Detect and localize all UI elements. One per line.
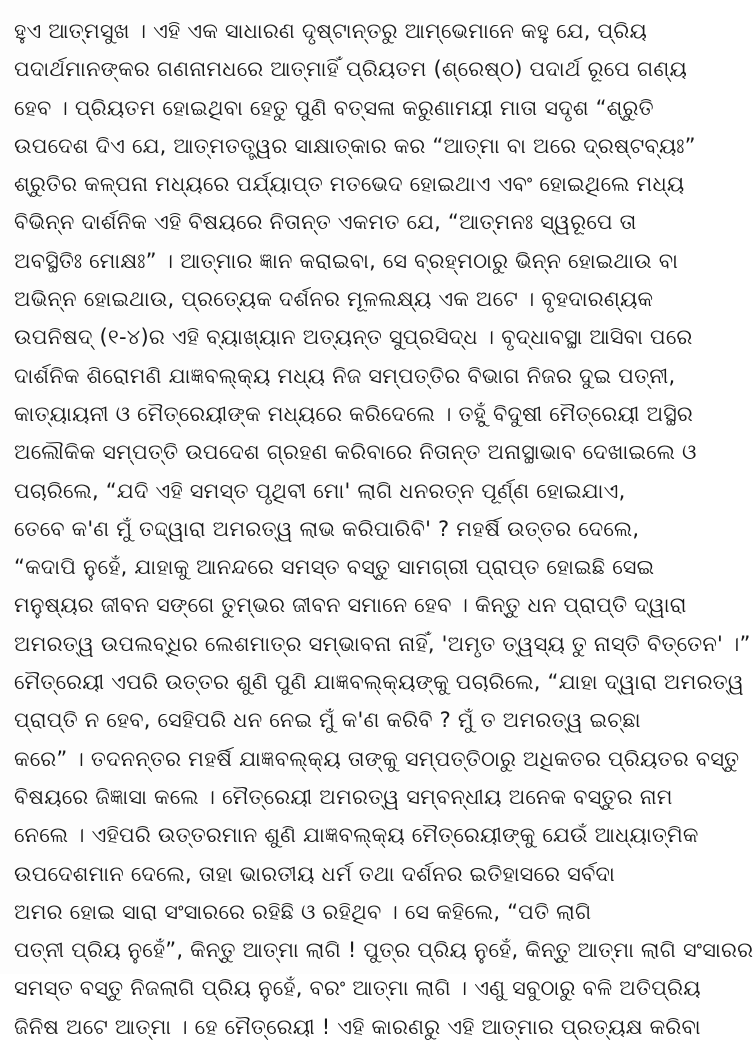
text-line: “କଦାପି ନୁହେଁ, ଯାହାକୁ ଆନନ୍ଦରେ ସମସ୍ତ ବସ୍ତୁ ସାମଗ୍ରୀ ପ୍ରାପ୍ତ ହୋଇଛି ସେଇ: [14, 555, 655, 580]
text-line: ତେବେ କ'ଣ ମୁଁ ତଦ୍ଦ୍ୱାରା ଅମରତ୍ୱ ଲାଭ କରିପାରିବି' ? ମହର୍ଷି ଉତ୍ତର ଦେଲେ,: [14, 516, 640, 541]
text-line: ଉପନିଷଦ୍ (୧-୪)ର ଏହି ବ୍ୟାଖ୍ୟାନ ଅତ୍ୟନ୍ତ ସୁପ୍ରସିଦ୍ଧ । ବୃଦ୍ଧାବସ୍ଥା ଆସିବା ପରେ: [14, 325, 693, 350]
text-line: ଶ୍ରୁତିର କଳ୍ପନା ମଧ୍ୟରେ ପର୍ଯ୍ୟାପ୍ତ ମତଭେଦ ହୋଇଥାଏ ଏବଂ ହୋଇଥିଲେ ମଧ୍ୟ: [14, 172, 685, 197]
text-line: କରେ” । ତଦନନ୍ତର ମହର୍ଷି ଯାଜ୍ଞବଲ୍କ୍ୟ ତାଙ୍କୁ ସମ୍ପତ୍ତିଠାରୁ ଅଧିକତର ପ୍ରିୟତର ବସ୍ତୁ: [14, 746, 740, 771]
text-line: ଅଲୌକିକ ସମ୍ପତ୍ତି ଉପଦେଶ ଗ୍ରହଣ କରିବାରେ ନିତାନ୍ତ ଅନାସ୍ଥାଭାବ ଦେଖାଇଲେ ଓ: [14, 440, 697, 465]
text-line: ମନୁଷ୍ୟର ଜୀବନ ସଙ୍ଗେ ତୁମ୍ଭର ଜୀବନ ସମାନେ ହେବ । କିନ୍ତୁ ଧନ ପ୍ରାପ୍ତି ଦ୍ୱାରା: [14, 593, 687, 618]
text-line: ସମସ୍ତ ବସ୍ତୁ ନିଜଲାଗି ପ୍ରିୟ ନୁହେଁ, ବରଂ ଆତ୍ମା ଲାଗି । ଏଣୁ ସବୁଠାରୁ ବଳି ଅତିପ୍ରିୟ: [14, 976, 701, 1001]
body-text: [14, 12, 753, 1046]
text-line: ଉପଦେଶ ଦିଏ ଯେ, ଆତ୍ମତତ୍ତ୍ୱର ସାକ୍ଷାତ୍କାର କର “ଆତ୍ମା ବା ଅରେ ଦ୍ରଷ୍ଟବ୍ୟଃ”: [14, 133, 696, 158]
text-line: ପଦାର୍ଥମାନଙ୍କର ଗଣନାମଧରେ ଆତ୍ମାହିଁ ପ୍ରିୟତମ (ଶ୍ରେଷ୍ଠ) ପଦାର୍ଥ ରୂପେ ଗଣ୍ୟ: [14, 57, 687, 82]
text-line: ହେବ । ପ୍ରିୟତମ ହୋଇଥିବା ହେତୁ ପୁଣି ବତ୍ସଳା କରୁଣାମୟୀ ମାତା ସଦୃଶ “ଶ୍ରୁତି: [14, 95, 654, 120]
text-line: ଅମରତ୍ୱ ଉପଲବ୍ଧିର ଲେଶମାତ୍ର ସମ୍ଭାବନା ନାହିଁ, 'ଅମୃତ ତ୍ୱସ୍ୟ ତୁ ନାସ୍ତି ବିତ୍ତେନ' ।”: [14, 631, 751, 656]
text-line: ନେଲେ । ଏହିପରି ଉତ୍ତରମାନ ଶୁଣି ଯାଜ୍ଞବଲ୍କ୍ୟ ମୈତ୍ରେୟୀଙ୍କୁ ଯେଉଁ ଆଧ୍ୟାତ୍ମିକ: [14, 823, 699, 848]
text-line: ବିଷୟରେ ଜିଜ୍ଞାସା କଲେ । ମୈତ୍ରେୟୀ ଅମରତ୍ୱ ସମ୍ବନ୍ଧୀୟ ଅନେକ ବସ୍ତୁର ନାମ: [14, 784, 673, 809]
text-line: ଦାର୍ଶନିକ ଶିରୋମଣି ଯାଜ୍ଞବଲ୍କ୍ୟ ମଧ୍ୟ ନିଜ ସମ୍ପତ୍ତିର ବିଭାଗ ନିଜର ଦୁଇ ପତ୍ନୀ,: [14, 363, 676, 388]
text-line: ପ୍ରାପ୍ତି ନ ହେବ, ସେହିପରି ଧନ ନେଇ ମୁଁ କ'ଣ କରିବି ? ମୁଁ ତ ଅମରତ୍ୱ ଇଚ୍ଛା: [14, 708, 641, 733]
text-line: କାତ୍ୟାୟନୀ ଓ ମୈତ୍ରେୟୀଙ୍କ ମଧ୍ୟରେ କରିଦେଲେ । ତହୁଁ ବିଦୁଷୀ ମୈତ୍ରେୟୀ ଅସ୍ଥିର: [14, 401, 693, 426]
text-line: ଉପଦେଶମାନ ଦେଲେ, ତାହା ଭାରତୀୟ ଧର୍ମ ତଥା ଦର୍ଶନର ଇତିହାସରେ ସର୍ବଦା: [14, 861, 615, 886]
text-line: ହୁଏ ଆତ୍ମସୁଖ । ଏହି ଏକ ସାଧାରଣ ଦୃଷ୍ଟାନ୍ତରୁ ଆମ୍ଭେମାନେ କହୁ ଯେ, ପ୍ରିୟ: [14, 19, 648, 43]
text-line: ମୈତ୍ରେୟୀ ଏପରି ଉତ୍ତର ଶୁଣି ପୁଣି ଯାଜ୍ଞବଲ୍କ୍ୟଙ୍କୁ ପଚାରିଲେ, “ଯାହା ଦ୍ୱାରା ଅମରତ୍ୱ: [14, 670, 744, 695]
text-line: ପତ୍ନୀ ପ୍ରିୟ ନୁହେଁ”, କିନ୍ତୁ ଆତ୍ମା ଲାଗି ! ପୁତ୍ର ପ୍ରିୟ ନୁହେଁ, କିନ୍ତୁ ଆତ୍ମା ଲାଗି ସଂସାରର: [14, 938, 753, 963]
text-line: ବିଭିନ୍ନ ଦାର୍ଶନିକ ଏହି ବିଷୟରେ ନିତାନ୍ତ ଏକମତ ଯେ, “ଆତ୍ମନଃ ସ୍ୱରୂପେ ତା: [14, 210, 637, 235]
text-line: ଅବସ୍ଥିତିଃ ମୋକ୍ଷଃ” । ଆତ୍ମାର ଜ୍ଞାନ କରାଇବା, ସେ ବ୍ରହ୍ମଠାରୁ ଭିନ୍ନ ହୋଇଥାଉ ବା: [14, 248, 679, 273]
text-line: ଜିନିଷ ଅଟେ ଆତ୍ମା । ହେ ମୈତ୍ରେୟୀ ! ଏହି କାରଣରୁ ଏହି ଆତ୍ମାର ପ୍ରତ୍ୟକ୍ଷ କରିବା: [14, 1014, 701, 1039]
text-line: ପଚାରିଲେ, “ଯଦି ଏହି ସମସ୍ତ ପୃଥିବୀ ମୋ' ଲାଗି ଧନରତ୍ନ ପୂର୍ଣ୍ଣ ହୋଇଯାଏ,: [14, 478, 626, 503]
text-line: ଅଭିନ୍ନ ହୋଇଥାଉ, ପ୍ରତ୍ୟେକ ଦର୍ଶନର ମୂଳଲକ୍ଷ୍ୟ ଏକ ଅଟେ । ବୃହଦାରଣ୍ୟକ: [14, 287, 654, 312]
text-line: ଅମର ହୋଇ ସାରା ସଂସାରରେ ରହିଛି ଓ ରହିଥିବ । ସେ କହିଲେ, “ପତି ଲାଗି: [14, 899, 592, 924]
